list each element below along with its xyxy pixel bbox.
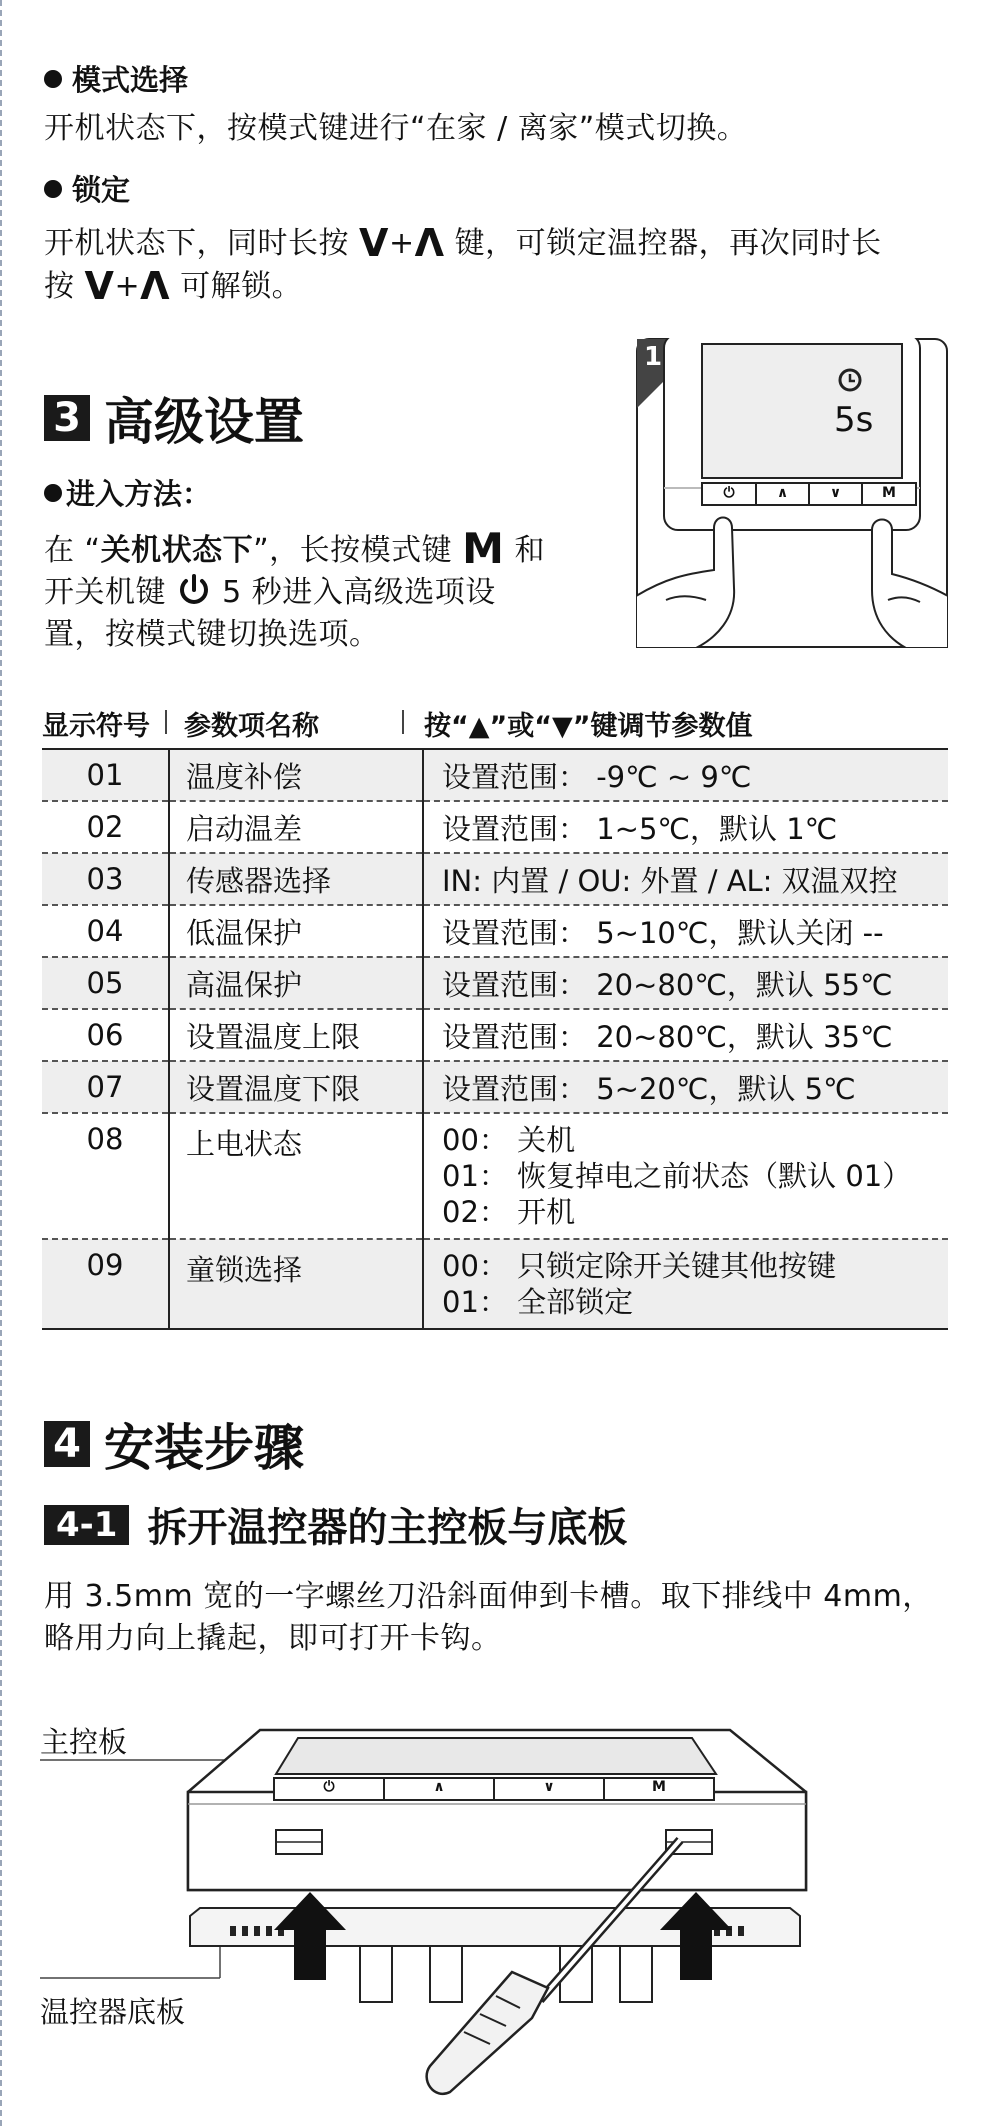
plus-sign: +	[114, 269, 141, 304]
step41-title-text: 拆开温控器的主控板与底板	[147, 1505, 628, 1551]
param-name: 童锁选择	[169, 1239, 423, 1329]
table-row	[42, 801, 948, 853]
param-value-line: 00： 关机	[442, 1123, 576, 1157]
mode-button-icon: M	[882, 485, 896, 501]
param-name: 温度补偿	[169, 749, 423, 801]
table-row	[42, 957, 948, 1009]
section3-number: 3	[44, 395, 90, 441]
entry-text-line: 置，按模式键切换选项。	[44, 617, 380, 652]
section4-number: 4	[44, 1421, 90, 1467]
table-row	[42, 853, 948, 905]
param-code: 01	[42, 749, 169, 801]
entry-text	[44, 524, 604, 656]
bullet-dot	[44, 484, 62, 502]
step-number-badge: 1	[644, 342, 663, 372]
lock-heading	[44, 168, 130, 209]
down-key-icon: V	[359, 221, 389, 265]
param-value-line: 设置范围： 5~20℃，默认 5℃	[442, 1071, 856, 1106]
entry-heading-text: 进入方法：	[66, 477, 212, 511]
step41-text-line: 用 3.5mm 宽的一字螺丝刀沿斜面伸到卡槽。取下排线中 4mm，	[44, 1579, 933, 1614]
mode-button-icon: M	[652, 1779, 666, 1795]
lock-text-part: 键，可锁定温控器，再次同时长	[444, 226, 882, 261]
param-code: 03	[42, 853, 169, 905]
param-value-line: 02： 开机	[442, 1195, 576, 1229]
table-header-code: 显示符号	[42, 711, 150, 742]
param-value-cell	[423, 957, 948, 1009]
param-name: 低温保护	[169, 905, 423, 957]
section4-title-text: 安装步骤	[104, 1419, 304, 1477]
param-value-cell	[423, 749, 948, 801]
main-board-label: 主控板	[40, 1725, 128, 1759]
entry-text-part: 开关机键	[44, 575, 177, 610]
header-separator	[165, 710, 167, 734]
table-row	[42, 1239, 948, 1329]
step41-text-line: 略用力向上撬起，即可打开卡钩。	[44, 1621, 502, 1656]
mode-text: 开机状态下，按模式键进行“在家 / 离家”模式切换。	[44, 111, 748, 146]
step41-number: 4-1	[44, 1505, 129, 1545]
down-key-icon: V	[84, 264, 115, 308]
param-value-cell	[423, 1009, 948, 1061]
table-header-value: 按“▲”或“▼”键调节参数值	[424, 711, 753, 742]
lock-text-part: 开机状态下，同时长按	[44, 226, 360, 261]
parameter-table-body	[42, 749, 948, 1329]
entry-bold-text: 关机状态下	[100, 533, 254, 568]
param-value-cell	[423, 1113, 948, 1239]
up-key-icon: Λ	[140, 264, 171, 308]
step41-title	[44, 1496, 627, 1553]
param-code: 02	[42, 801, 169, 853]
param-name: 传感器选择	[169, 853, 423, 905]
parameter-table	[42, 748, 948, 1330]
figure-disassembly	[40, 1680, 950, 2120]
down-button-icon: ∨	[543, 1779, 555, 1795]
entry-text-part: ”，长按模式键	[253, 533, 463, 568]
param-value-line: 00： 只锁定除开关键其他按键	[442, 1249, 837, 1283]
header-separator	[402, 710, 404, 734]
param-value-line: 设置范围： 20~80℃，默认 35℃	[442, 1019, 893, 1054]
entry-text-part: 在 “	[44, 533, 101, 568]
param-value-line: 设置范围： 20~80℃，默认 55℃	[442, 967, 893, 1002]
up-key-icon: Λ	[414, 221, 445, 265]
param-name: 设置温度下限	[169, 1061, 423, 1113]
mode-heading-text: 模式选择	[72, 63, 189, 97]
param-code: 04	[42, 905, 169, 957]
bullet-dot	[44, 180, 62, 198]
section3-title-text: 高级设置	[104, 393, 304, 451]
table-header-name: 参数项名称	[184, 711, 319, 742]
lock-text-part: 可解锁。	[170, 269, 303, 304]
mode-heading	[44, 58, 188, 99]
lock-text-part: 按	[44, 269, 85, 304]
table-row	[42, 905, 948, 957]
param-code: 08	[42, 1113, 169, 1239]
param-name: 设置温度上限	[169, 1009, 423, 1061]
param-code: 05	[42, 957, 169, 1009]
figure-advanced-settings	[636, 338, 948, 648]
up-button-icon: ∧	[433, 1779, 445, 1795]
param-value-line: 设置范围： 1~5℃，默认 1℃	[442, 811, 838, 846]
power-button-icon: ⏻	[723, 485, 735, 501]
lock-heading-text: 锁定	[72, 173, 131, 207]
power-button-icon: ⏻	[323, 1779, 335, 1795]
param-value-cell	[423, 905, 948, 957]
power-key-icon	[176, 572, 212, 608]
page-edge	[0, 0, 2, 2126]
param-value-cell	[423, 801, 948, 853]
param-name: 启动温差	[169, 801, 423, 853]
disassembly-illustration	[40, 1680, 950, 2120]
param-name: 上电状态	[169, 1113, 423, 1239]
section4-title	[44, 1408, 304, 1480]
entry-heading	[44, 472, 211, 513]
bullet-dot	[44, 70, 62, 88]
up-button-icon: ∧	[776, 485, 789, 501]
step41-text	[44, 1576, 964, 1660]
param-code: 06	[42, 1009, 169, 1061]
entry-text-part: 5 秒进入高级选项设	[212, 575, 496, 610]
param-value-line: 01： 恢复掉电之前状态（默认 01）	[442, 1159, 912, 1193]
plus-sign: +	[388, 226, 415, 261]
param-value-line: 设置范围： -9℃ ~ 9℃	[442, 759, 752, 794]
param-value-cell	[423, 1061, 948, 1113]
table-row	[42, 1113, 948, 1239]
table-row	[42, 749, 948, 801]
param-value-line: 01： 全部锁定	[442, 1285, 634, 1319]
base-plate-label: 温控器底板	[40, 1995, 186, 2029]
mode-key-icon: M	[462, 524, 505, 573]
table-row	[42, 1061, 948, 1113]
param-value-cell	[423, 1239, 948, 1329]
param-code: 07	[42, 1061, 169, 1113]
down-button-icon: ∨	[829, 485, 842, 501]
table-row	[42, 1009, 948, 1061]
param-value-line: IN: 内置 / OU: 外置 / AL: 双温双控	[442, 863, 898, 898]
timer-readout: 5s	[834, 400, 874, 440]
section3-title	[44, 382, 304, 454]
entry-text-part: 和	[504, 533, 545, 568]
param-code: 09	[42, 1239, 169, 1329]
param-value-line: 设置范围： 5~10℃，默认关闭 --	[442, 915, 884, 950]
param-name: 高温保护	[169, 957, 423, 1009]
lock-text	[44, 222, 964, 308]
param-value-cell	[423, 853, 948, 905]
